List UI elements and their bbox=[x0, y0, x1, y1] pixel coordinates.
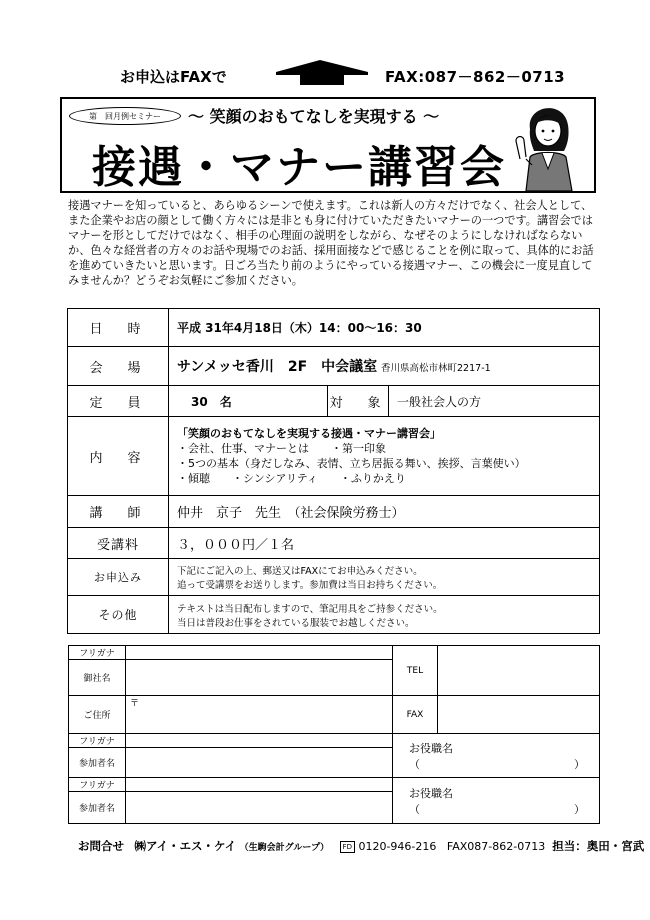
venue-label: 会 場 bbox=[68, 347, 169, 386]
company-label: 御社名 bbox=[69, 660, 126, 696]
position-field[interactable]: お役職名（ ） bbox=[393, 778, 600, 824]
participant-furigana-field[interactable] bbox=[126, 778, 393, 792]
fee-label: 受講料 bbox=[68, 528, 169, 559]
tel-label: TEL bbox=[393, 646, 438, 696]
intro-paragraph: 接遇マナーを知っていると、あらゆるシーンで使えます。これは新人の方々だけでなく、社会人として、また企業やお店の顔として働く方々には是非とも身に付けていただきたいマナーの一つです。講習会ではマナーを形としてだけではなく、相手の心理面の説明をしながら、なぜそのようにしなければならないか、色々な経営者の方々のお話や現場でのお話、採用面接などで感じることを例に取って、具体的にお話を進めていきたいと思います。日ごろ当たり前のようにやっている接遇マナー、この機会に一度見直してみませんか？どうぞお気軽にご参加ください。 bbox=[68, 199, 594, 287]
lecturer-label: 講 師 bbox=[68, 496, 169, 528]
venue-address: 香川県高松市林町2217-1 bbox=[381, 363, 491, 374]
content-label: 内 容 bbox=[68, 417, 169, 496]
participant-label: 参加者名 bbox=[69, 792, 126, 824]
seminar-info-table bbox=[67, 308, 600, 634]
content-line: ・会社、仕事、マナーとは ・第一印象 bbox=[177, 442, 386, 455]
furigana-label: フリガナ bbox=[69, 646, 126, 660]
other-line: 当日は普段お仕事をされている服装でお越しください。 bbox=[177, 617, 415, 629]
page-title: 接遇・マナー講習会 bbox=[92, 142, 506, 193]
address-field[interactable] bbox=[126, 696, 393, 734]
apply-line: 下記にご記入の上、郵送又はFAXにてお申込みください。 bbox=[177, 566, 423, 577]
content-line: 「笑顔のおもてなしを実現する接遇・マナー講習会」 bbox=[177, 427, 441, 440]
capacity-label: 定 員 bbox=[68, 386, 169, 417]
participant-name-field[interactable] bbox=[126, 792, 393, 824]
footer-fax: FAX087-862-0713 bbox=[446, 840, 546, 853]
up-arrow-icon bbox=[272, 58, 372, 88]
apply-line: 追って受講票をお送りします。参加費は当日お持ちください。 bbox=[177, 580, 443, 591]
phone-number: 0120-946-216 bbox=[358, 840, 437, 853]
company-group: （生駒会計グループ） bbox=[239, 843, 330, 853]
lecturer-value: 仲井 京子 先生 （社会保険労務士） bbox=[169, 496, 600, 528]
target-label: 対 象 bbox=[328, 386, 389, 417]
content-line: ・傾聴 ・シンシアリティ ・ふりかえり bbox=[177, 472, 406, 485]
capacity-value: 30 名 bbox=[169, 386, 328, 417]
target-value: 一般社会人の方 bbox=[389, 386, 600, 417]
seminar-label: 第 回月例セミナー bbox=[69, 107, 181, 125]
fax-label: FAX bbox=[393, 696, 438, 734]
venue-value: サンメッセ香川 2F 中会議室 bbox=[177, 359, 378, 375]
participant-furigana-field[interactable] bbox=[126, 734, 393, 748]
fee-value: ３，０００円／１名 bbox=[169, 528, 600, 559]
date-value: 平成 31年4月18日（木）14：00～16：30 bbox=[169, 309, 600, 347]
apply-by-fax-text: お申込はFAXで bbox=[120, 68, 227, 86]
tel-field[interactable] bbox=[438, 646, 600, 696]
company-furigana-field[interactable] bbox=[126, 646, 393, 660]
contact-person: 担当：奥田・宮武 bbox=[552, 839, 645, 853]
other-label: その他 bbox=[68, 596, 169, 634]
fax-field[interactable] bbox=[438, 696, 600, 734]
contact-footer bbox=[78, 838, 644, 854]
participant-name-field[interactable] bbox=[126, 748, 393, 778]
address-label: ご住所 bbox=[69, 696, 126, 734]
furigana-label: フリガナ bbox=[69, 734, 126, 748]
date-label: 日 時 bbox=[68, 309, 169, 347]
subtitle: ～ 笑顔のおもてなしを実現する ～ bbox=[188, 107, 440, 126]
company-name: ㈱アイ・エス・ケイ bbox=[134, 839, 237, 853]
application-form bbox=[68, 645, 600, 824]
other-line: テキストは当日配布しますので、筆記用具をご持参ください。 bbox=[177, 603, 443, 615]
contact-label: お問合せ bbox=[78, 839, 124, 853]
content-line: ・5つの基本（身だしなみ、表情、立ち居振る舞い、挨拶、言葉使い） bbox=[177, 457, 526, 470]
fax-number: FAX:087－862－0713 bbox=[385, 68, 566, 86]
participant-label: 参加者名 bbox=[69, 748, 126, 778]
apply-label: お申込み bbox=[68, 559, 169, 596]
company-field[interactable] bbox=[126, 660, 393, 696]
position-field[interactable]: お役職名（ ） bbox=[393, 734, 600, 778]
woman-illustration-icon bbox=[508, 99, 590, 191]
furigana-label: フリガナ bbox=[69, 778, 126, 792]
freedial-icon: FD bbox=[340, 841, 355, 853]
postal-mark: 〒 bbox=[130, 699, 140, 709]
